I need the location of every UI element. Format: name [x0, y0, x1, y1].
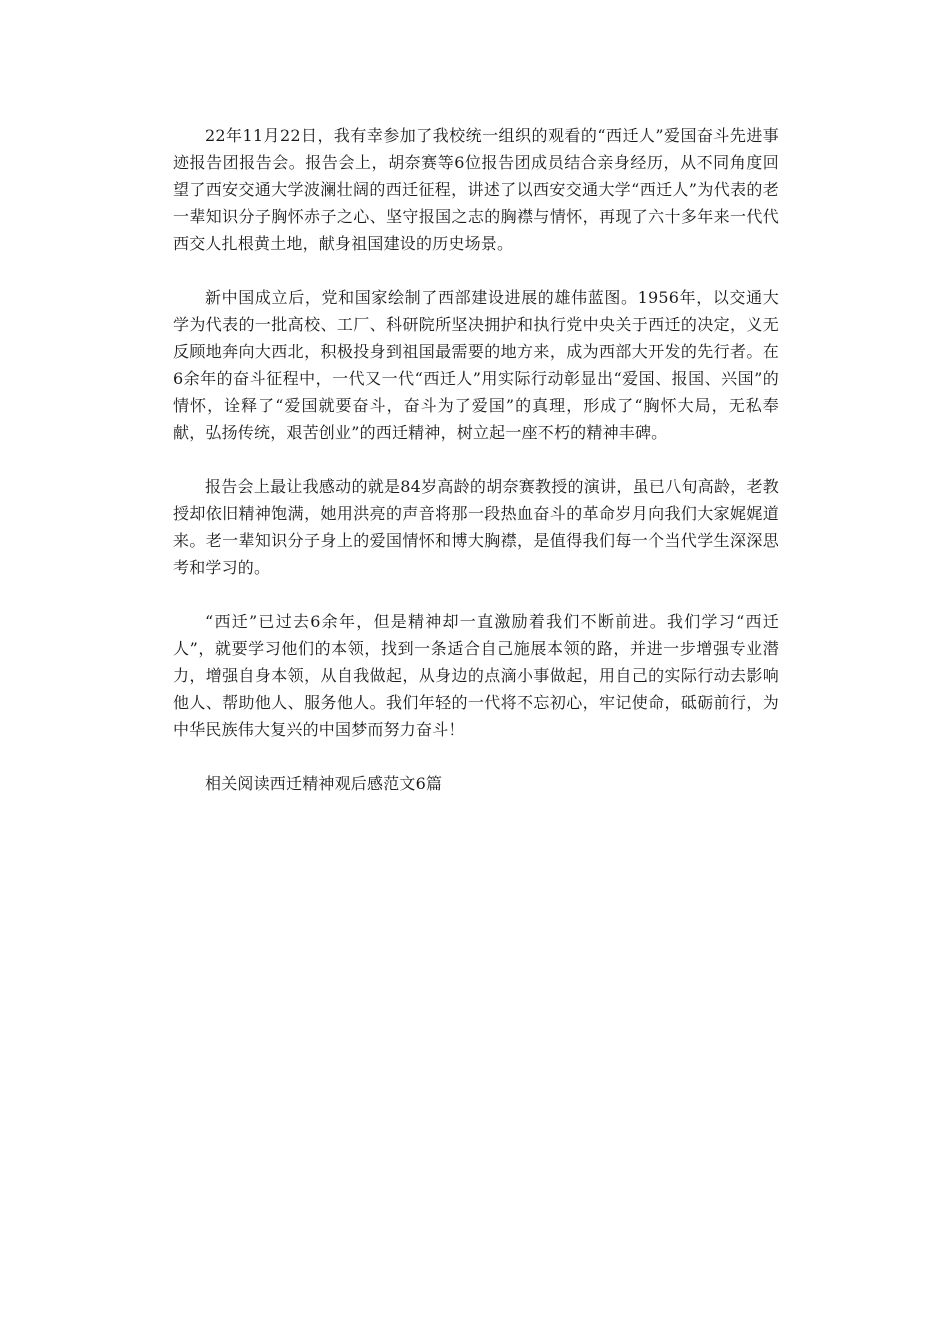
paragraph-1: 22年11月22日，我有幸参加了我校统一组织的观看的“西迁人”爱国奋斗先进事迹报告团报告会。报告会上，胡奈赛等6位报告团成员结合亲身经历，从不同角度回望了西安交通大学波澜壮阔的西迁征程，讲述了以西安交通大学“西迁人”为代表的老一辈知识分子胸怀赤子之心、坚守报国之志的胸襟与情怀，再现了六十多年来一代代西交人扎根黄土地，献身祖国建设的历史场景。: [173, 126, 779, 253]
paragraph-3: 报告会上最让我感动的就是84岁高龄的胡奈赛教授的演讲，虽已八旬高龄，老教授却依旧精神饱满，她用洪亮的声音将那一段热血奋斗的革命岁月向我们大家娓娓道来。老一辈知识分子身上的爱国情怀和博大胸襟，是值得我们每一个当代学生深深思考和学习的。: [173, 477, 779, 577]
paragraph-2: 新中国成立后，党和国家绘制了西部建设进展的雄伟蓝图。1956年，以交通大学为代表的一批高校、工厂、科研院所坚决拥护和执行党中央关于西迁的决定，义无反顾地奔向大西北，积极投身到祖国最需要的地方来，成为西部大开发的先行者。在6余年的奋斗征程中，一代又一代“西迁人”用实际行动彰显出“爱国、报国、兴国”的情怀，诠释了“爱国就要奋斗，奋斗为了爱国”的真理，形成了“胸怀大局，无私奉献，弘扬传统，艰苦创业”的西迁精神，树立起一座不朽的精神丰碑。: [173, 288, 779, 442]
paragraph-4: “西迁”已过去6余年，但是精神却一直激励着我们不断前进。我们学习“西迁人”，就要学习他们的本领，找到一条适合自己施展本领的路，并进一步增强专业潜力，增强自身本领，从自我做起，从身边的点滴小事做起，用自己的实际行动去影响他人、帮助他人、服务他人。我们年轻的一代将不忘初心，牢记使命，砥砺前行，为中华民族伟大复兴的中国梦而努力奋斗！: [173, 612, 779, 739]
document-body: [173, 122, 779, 797]
related-reading-line: 相关阅读西迁精神观后感范文6篇: [205, 774, 443, 793]
